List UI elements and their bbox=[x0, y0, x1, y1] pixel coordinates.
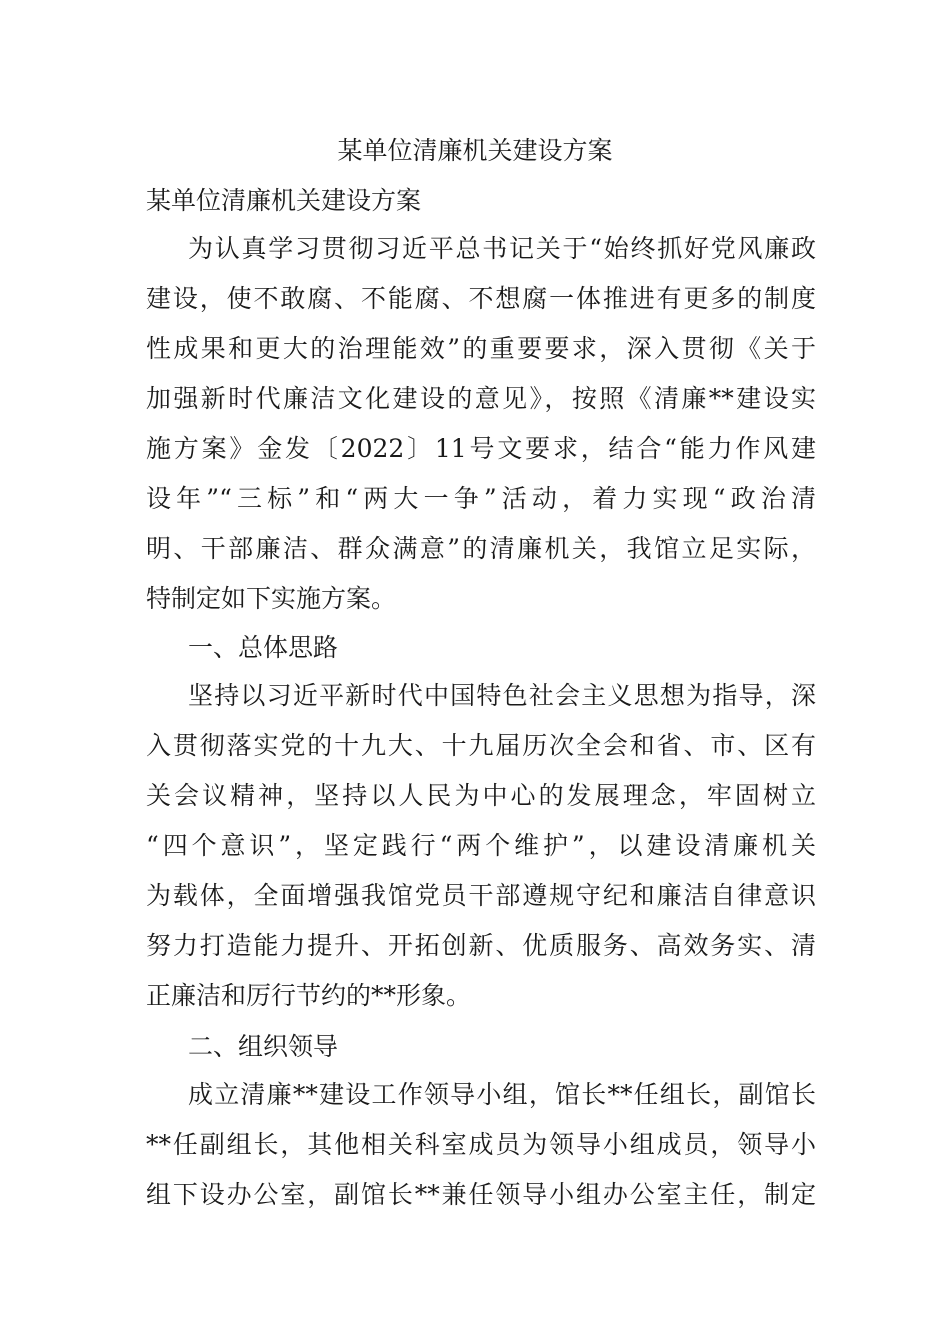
paragraph-line: 成立清廉**建设工作领导小组，馆长**任组长，副馆长 bbox=[188, 1080, 816, 1109]
paragraph-line: 关会议精神，坚持以人民为中心的发展理念，牢固树立 bbox=[146, 781, 816, 810]
document-title: 某单位清廉机关建设方案 bbox=[337, 136, 613, 165]
section-heading-organization: 二、组织领导 bbox=[188, 1032, 339, 1061]
paragraph-line: 特制定如下实施方案。 bbox=[146, 584, 397, 613]
paragraph-line: 努力打造能力提升、开拓创新、优质服务、高效务实、清 bbox=[146, 931, 816, 960]
paragraph-line: 组下设办公室，副馆长**兼任领导小组办公室主任，制定 bbox=[146, 1180, 816, 1209]
paragraph-line: 为认真学习贯彻习近平总书记关于“始终抓好党风廉政 bbox=[188, 234, 816, 263]
paragraph-line: **任副组长，其他相关科室成员为领导小组成员，领导小 bbox=[146, 1130, 816, 1159]
paragraph-line: 入贯彻落实党的十九大、十九届历次全会和省、市、区有 bbox=[146, 731, 816, 760]
paragraph-line: 设年”“三标”和“两大一争”活动，着力实现“政治清 bbox=[146, 484, 816, 513]
intro-paragraph bbox=[146, 224, 816, 624]
paragraph-line: “四个意识”，坚定践行“两个维护”，以建设清廉机关 bbox=[146, 831, 816, 860]
section-heading-overall: 一、总体思路 bbox=[188, 633, 339, 662]
document-subtitle: 某单位清廉机关建设方案 bbox=[146, 186, 422, 215]
paragraph-line: 为载体，全面增强我馆党员干部遵规守纪和廉洁自律意识 bbox=[146, 881, 816, 910]
paragraph-line: 坚持以习近平新时代中国特色社会主义思想为指导，深 bbox=[188, 681, 816, 710]
paragraph-line: 性成果和更大的治理能效”的重要要求，深入贯彻《关于 bbox=[146, 334, 816, 363]
paragraph-line: 建设，使不敢腐、不能腐、不想腐一体推进有更多的制度 bbox=[146, 284, 816, 313]
paragraph-line: 正廉洁和厉行节约的**形象。 bbox=[146, 981, 472, 1010]
section2-paragraph bbox=[146, 1070, 816, 1220]
paragraph-line: 明、干部廉洁、群众满意”的清廉机关，我馆立足实际， bbox=[146, 534, 816, 563]
paragraph-line: 加强新时代廉洁文化建设的意见》，按照《清廉**建设实 bbox=[146, 384, 816, 413]
section1-paragraph bbox=[146, 671, 816, 1021]
paragraph-line: 施方案》金发〔2022〕11号文要求，结合“能力作风建 bbox=[146, 434, 816, 463]
